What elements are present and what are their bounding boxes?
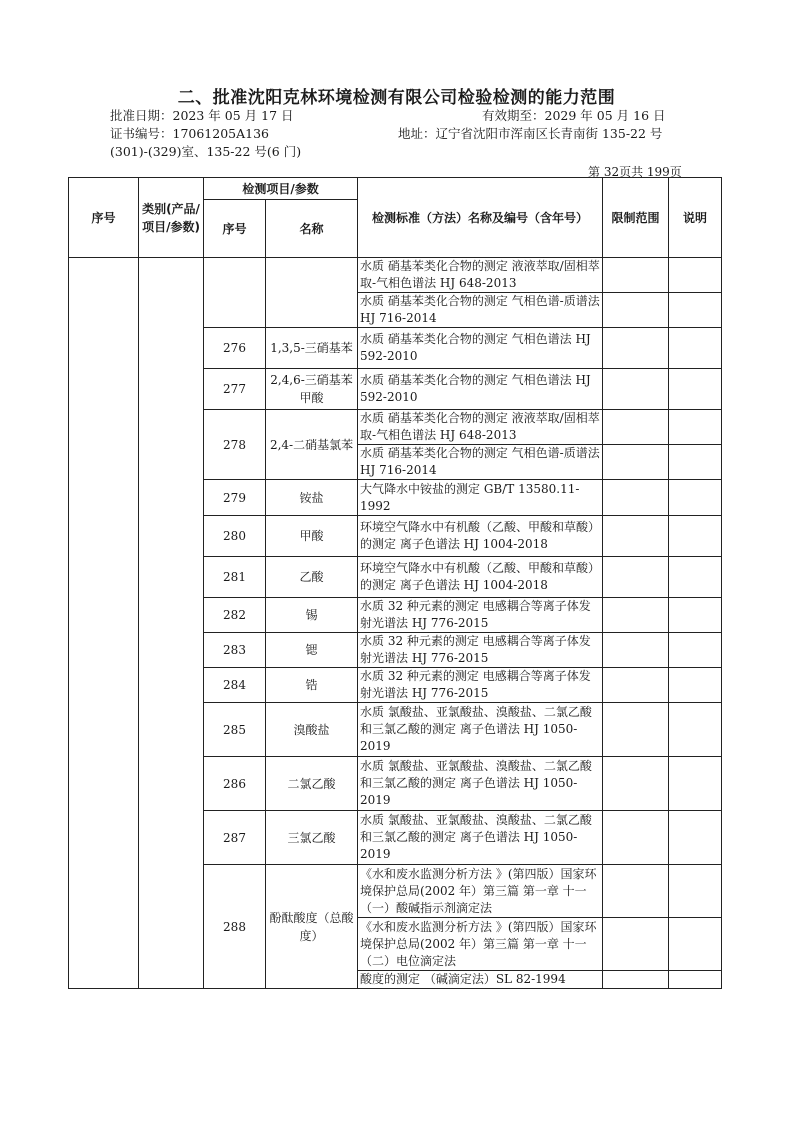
standard-method: 水质 氯酸盐、亚氯酸盐、溴酸盐、二氯乙酸和三氯乙酸的测定 离子色谱法 HJ 1050-2019 — [358, 811, 603, 865]
cell-limit — [603, 757, 669, 811]
standard-method: 水质 硝基苯类化合物的测定 气相色谱法 HJ 592-2010 — [358, 369, 603, 410]
address-continuation: (301)-(329)室、135-22 号(6 门) — [110, 144, 302, 159]
standard-method: 水质 硝基苯类化合物的测定 液液萃取/固相萃取-气相色谱法 HJ 648-2013 — [358, 410, 603, 445]
cell-limit — [603, 410, 669, 445]
cell-limit — [603, 703, 669, 757]
page-title: 二、批准沈阳克林环境检测有限公司检验检测的能力范围 — [177, 88, 616, 108]
cell-limit — [603, 668, 669, 703]
item-number: 278 — [204, 410, 266, 480]
cell-limit — [603, 557, 669, 598]
cell-note — [669, 757, 722, 811]
cell-note — [669, 369, 722, 410]
cell-limit — [603, 258, 669, 293]
standard-method: 水质 32 种元素的测定 电感耦合等离子体发射光谱法 HJ 776-2015 — [358, 668, 603, 703]
item-number — [204, 258, 266, 328]
cell-note — [669, 668, 722, 703]
standard-method: 水质 氯酸盐、亚氯酸盐、溴酸盐、二氯乙酸和三氯乙酸的测定 离子色谱法 HJ 1050-2019 — [358, 757, 603, 811]
standard-method: 水质 硝基苯类化合物的测定 气相色谱-质谱法 HJ 716-2014 — [358, 445, 603, 480]
item-number: 276 — [204, 328, 266, 369]
cell-limit — [603, 445, 669, 480]
item-name: 酚酞酸度（总酸度） — [266, 865, 358, 989]
item-name — [266, 258, 358, 328]
cell-limit — [603, 369, 669, 410]
valid-until: 有效期至：2029 年 05 月 16 日 — [482, 108, 666, 123]
cell-limit — [603, 633, 669, 668]
item-name: 二氯乙酸 — [266, 757, 358, 811]
cell-note — [669, 445, 722, 480]
item-name: 锆 — [266, 668, 358, 703]
table-row — [69, 258, 722, 293]
cell-note — [669, 410, 722, 445]
col-header-item-seq: 序号 — [204, 200, 266, 258]
item-name: 2,4-二硝基氯苯 — [266, 410, 358, 480]
item-number: 283 — [204, 633, 266, 668]
item-name: 甲酸 — [266, 516, 358, 557]
item-name: 2,4,6-三硝基苯甲酸 — [266, 369, 358, 410]
col-header-note: 说明 — [669, 178, 722, 258]
col-header-item-group: 检测项目/参数 — [204, 178, 358, 200]
page-number: 第 32页共 199页 — [588, 165, 682, 179]
item-number: 287 — [204, 811, 266, 865]
standard-method: 水质 氯酸盐、亚氯酸盐、溴酸盐、二氯乙酸和三氯乙酸的测定 离子色谱法 HJ 1050-2019 — [358, 703, 603, 757]
cell-limit — [603, 516, 669, 557]
standard-method: 水质 硝基苯类化合物的测定 气相色谱-质谱法 HJ 716-2014 — [358, 293, 603, 328]
item-number: 285 — [204, 703, 266, 757]
col-header-category: 类别(产品/项目/参数) — [139, 178, 204, 258]
standard-method: 《水和废水监测分析方法 》(第四版）国家环境保护总局(2002 年）第三篇 第一章 十一（二）电位滴定法 — [358, 918, 603, 971]
item-name: 铵盐 — [266, 480, 358, 516]
cell-note — [669, 516, 722, 557]
standard-method: 水质 硝基苯类化合物的测定 气相色谱法 HJ 592-2010 — [358, 328, 603, 369]
cell-limit — [603, 598, 669, 633]
cell-limit — [603, 811, 669, 865]
cell-note — [669, 598, 722, 633]
cell-note — [669, 971, 722, 989]
standard-method: 酸度的测定 （碱滴定法）SL 82-1994 — [358, 971, 603, 989]
standard-method: 大气降水中铵盐的测定 GB/T 13580.11-1992 — [358, 480, 603, 516]
item-name: 1,3,5-三硝基苯 — [266, 328, 358, 369]
item-number: 277 — [204, 369, 266, 410]
cell-note — [669, 633, 722, 668]
cell-limit — [603, 480, 669, 516]
standard-method: 环境空气降水中有机酸（乙酸、甲酸和草酸）的测定 离子色谱法 HJ 1004-2018 — [358, 516, 603, 557]
item-name: 三氯乙酸 — [266, 811, 358, 865]
col-header-limit: 限制范围 — [603, 178, 669, 258]
col-header-item-name: 名称 — [266, 200, 358, 258]
cell-limit — [603, 971, 669, 989]
standard-method: 水质 硝基苯类化合物的测定 液液萃取/固相萃取-气相色谱法 HJ 648-2013 — [358, 258, 603, 293]
cell-note — [669, 703, 722, 757]
cell-note — [669, 918, 722, 971]
standard-method: 水质 32 种元素的测定 电感耦合等离子体发射光谱法 HJ 776-2015 — [358, 598, 603, 633]
address: 地址：辽宁省沈阳市浑南区长青南街 135-22 号 — [398, 126, 663, 141]
item-number: 281 — [204, 557, 266, 598]
col-header-seq: 序号 — [69, 178, 139, 258]
cell-limit — [603, 865, 669, 918]
approval-date: 批准日期：2023 年 05 月 17 日 — [110, 108, 294, 123]
cell-note — [669, 480, 722, 516]
item-name: 溴酸盐 — [266, 703, 358, 757]
item-number: 279 — [204, 480, 266, 516]
cell-seq-empty — [69, 258, 139, 989]
item-name: 锶 — [266, 633, 358, 668]
cell-limit — [603, 918, 669, 971]
cell-note — [669, 557, 722, 598]
cell-note — [669, 811, 722, 865]
item-name: 锡 — [266, 598, 358, 633]
cell-note — [669, 293, 722, 328]
item-number: 286 — [204, 757, 266, 811]
item-number: 282 — [204, 598, 266, 633]
capability-table — [68, 177, 722, 989]
cell-note — [669, 258, 722, 293]
cell-note — [669, 328, 722, 369]
standard-method: 水质 32 种元素的测定 电感耦合等离子体发射光谱法 HJ 776-2015 — [358, 633, 603, 668]
item-number: 284 — [204, 668, 266, 703]
cell-limit — [603, 328, 669, 369]
standard-method: 环境空气降水中有机酸（乙酸、甲酸和草酸）的测定 离子色谱法 HJ 1004-2018 — [358, 557, 603, 598]
cell-limit — [603, 293, 669, 328]
cell-category-empty — [139, 258, 204, 989]
item-name: 乙酸 — [266, 557, 358, 598]
col-header-standard: 检测标准（方法）名称及编号（含年号） — [358, 178, 603, 258]
certificate-number: 证书编号：17061205A136 — [110, 126, 270, 141]
cell-note — [669, 865, 722, 918]
item-number: 288 — [204, 865, 266, 989]
item-number: 280 — [204, 516, 266, 557]
standard-method: 《水和废水监测分析方法 》(第四版）国家环境保护总局(2002 年）第三篇 第一章 十一（一）酸碱指示剂滴定法 — [358, 865, 603, 918]
